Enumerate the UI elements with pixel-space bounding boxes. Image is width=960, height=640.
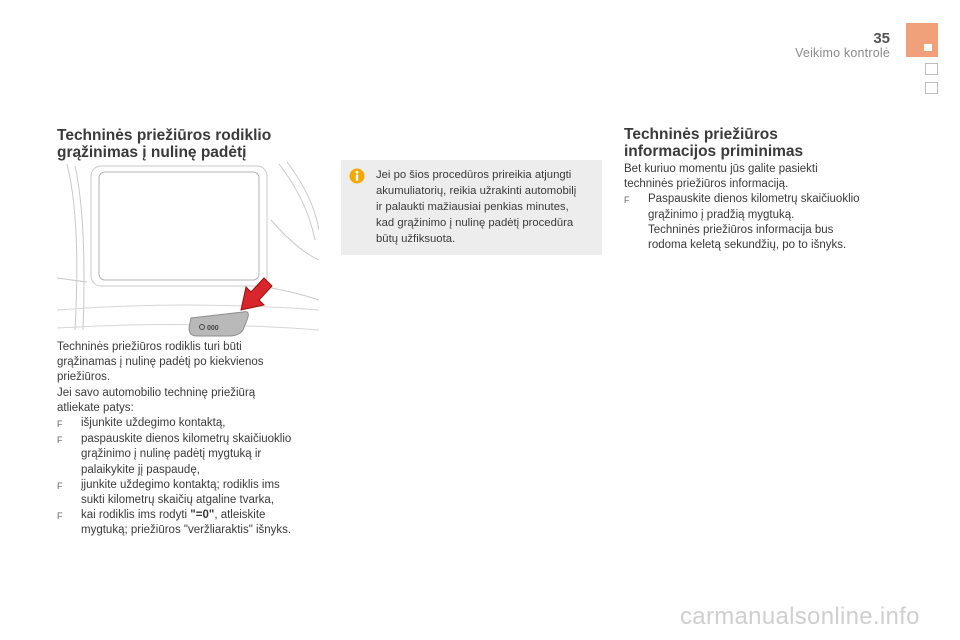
list-item-text: išjunkite uždegimo kontaktą, — [81, 417, 226, 430]
list-item-text: kai rodiklis ims rodyti — [81, 509, 191, 522]
chapter-tab[interactable] — [925, 82, 938, 94]
trip-reset-button-drawing — [189, 312, 248, 336]
chapter-tab-active[interactable] — [906, 23, 938, 57]
bullet-marker: F — [57, 480, 63, 491]
bullet-marker: F — [624, 195, 630, 206]
instrument-panel-drawing — [57, 160, 319, 338]
bullet-marker: F — [57, 435, 63, 446]
left-body-text — [57, 340, 322, 539]
list-item — [57, 478, 322, 508]
zero-reading: "=0" — [190, 509, 215, 522]
right-title-line2: informacijos priminimas — [624, 143, 804, 160]
list-item-text: Paspauskite dienos kilometrų skaičiuoklio — [648, 193, 860, 206]
list-item-text: palaikykite jį paspaudę, — [81, 463, 200, 476]
list-item — [57, 416, 322, 432]
button-display-text: 000 — [207, 325, 219, 332]
info-box — [341, 160, 602, 255]
list-item — [57, 432, 322, 478]
section-label: Veikimo kontrolė — [795, 46, 890, 60]
list-item-text: sukti kilometrų skaičių atgaline tvarka, — [81, 494, 275, 507]
info-line: ir palaukti mažiausiai penkias minutes, — [376, 201, 569, 213]
right-body-text — [624, 162, 889, 253]
info-line: Jei po šios procedūros prireikia atjungti — [376, 169, 572, 181]
left-section-title — [57, 127, 317, 161]
info-icon — [349, 168, 365, 184]
intro-line: Bet kuriuo momentu jūs galite pasiekti — [624, 163, 818, 175]
chapter-tab[interactable] — [925, 63, 938, 75]
list-item-text: paspauskite dienos kilometrų skaičiuoklio — [81, 433, 292, 446]
list-item — [624, 192, 889, 222]
list-item-text: mygtuką; priežiūros "veržliaraktis" išnyks. — [81, 524, 292, 537]
page-number: 35 — [873, 30, 890, 47]
tab-marker — [924, 44, 932, 51]
watermark: carmanualsonline.info — [680, 603, 920, 630]
info-line: akumuliatorių, reikia užrakinti automobilį — [376, 185, 577, 197]
intro-line: atliekate patys: — [57, 401, 134, 414]
list-item-text: , atleiskite — [214, 509, 266, 522]
info-text — [376, 167, 598, 247]
bullet-marker: F — [57, 511, 63, 522]
result-line: Techninės priežiūros informacija bus — [648, 223, 834, 236]
right-title-line1: Techninės priežiūros — [624, 126, 778, 143]
bullet-marker: F — [57, 419, 63, 430]
red-arrow-icon — [241, 278, 272, 310]
dashboard-illustration — [57, 160, 319, 338]
info-line: kad grąžinimo į nulinę padėtį procedūra — [376, 217, 574, 229]
left-title-line1: Techninės priežiūros rodiklio — [57, 127, 272, 144]
intro-line: techninės priežiūros informaciją. — [624, 178, 789, 191]
intro-line: grąžinamas į nulinę padėtį po kiekvienos — [57, 356, 264, 369]
intro-line: Techninės priežiūros rodiklis turi būti — [57, 341, 242, 353]
info-line: būtų užfiksuota. — [376, 233, 456, 245]
right-section-title — [624, 126, 884, 160]
left-title-line2: grąžinimas į nulinę padėtį — [57, 144, 247, 161]
list-item-text: grąžinimo į pradžią mygtuką. — [648, 208, 795, 221]
list-item — [57, 508, 322, 538]
list-item-text: grąžinimo į nulinę padėtį mygtuką ir — [81, 448, 262, 461]
result-line: rodoma keletą sekundžių, po to išnyks. — [648, 239, 847, 252]
intro-line: priežiūros. — [57, 371, 111, 384]
list-item-text: įjunkite uždegimo kontaktą; rodiklis ims — [81, 478, 280, 491]
intro-line: Jei savo automobilio techninę priežiūrą — [57, 386, 256, 399]
